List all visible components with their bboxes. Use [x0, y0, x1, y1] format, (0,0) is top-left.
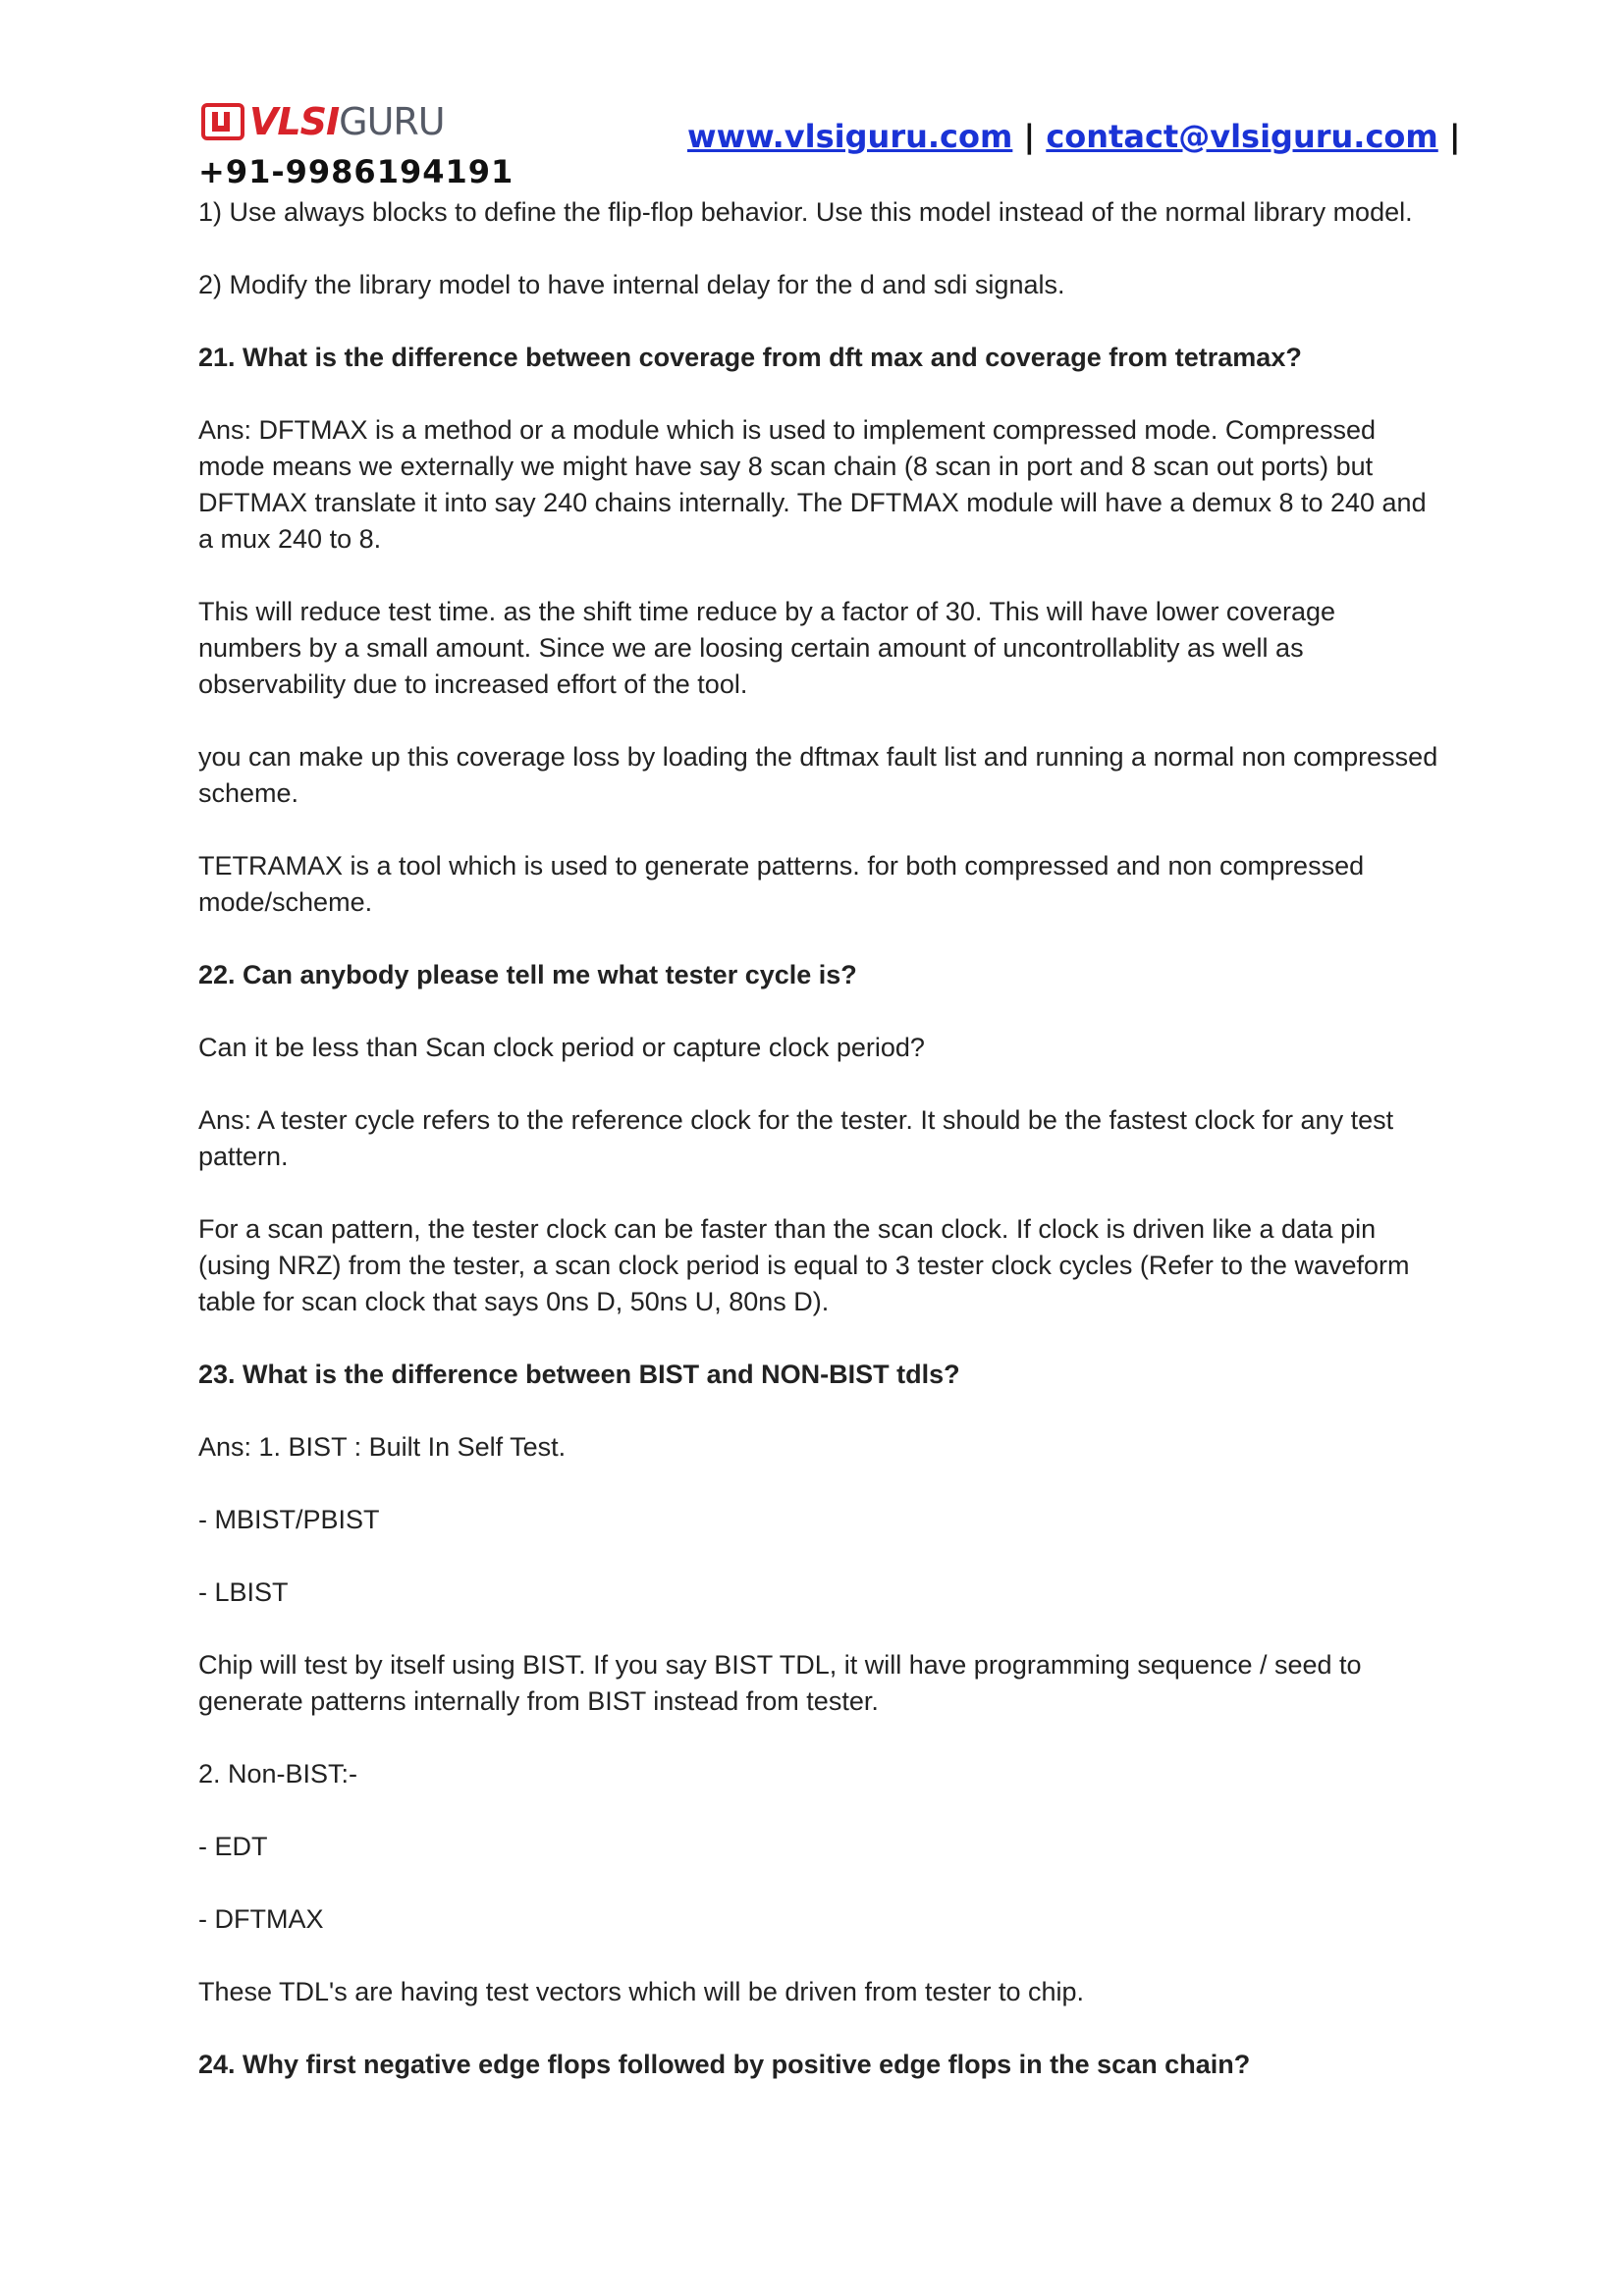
paragraph: These TDL's are having test vectors which will be driven from tester to chip. — [198, 1977, 1085, 2006]
list-item: - LBIST — [198, 1577, 289, 1607]
paragraph: Can it be less than Scan clock period or capture clock period? — [198, 1033, 925, 1062]
contact-line — [687, 118, 1461, 155]
paragraph: 1) Use always blocks to define the flip-flop behavior. Use this model instead of the normal library model. — [198, 197, 1413, 227]
paragraph: Chip will test by itself using BIST. If you say BIST TDL, it will have programming sequence / seed to generate patterns internally from BIST instead from tester. — [198, 1650, 1362, 1716]
paragraph: 2. Non-BIST:- — [198, 1759, 358, 1789]
page-header — [0, 0, 1623, 196]
paragraph: you can make up this coverage loss by loading the dftmax fault list and running a normal non compressed scheme. — [198, 742, 1438, 808]
logo-guru: GURU — [339, 100, 445, 143]
question-heading: 22. Can anybody please tell me what tester cycle is? — [198, 960, 857, 989]
question-heading: 23. What is the difference between BIST and NON-BIST tdls? — [198, 1360, 960, 1389]
paragraph: Ans: 1. BIST : Built In Self Test. — [198, 1432, 567, 1462]
separator: | — [1437, 118, 1461, 155]
list-item: - EDT — [198, 1832, 268, 1861]
paragraph: Ans: DFTMAX is a method or a module which is used to implement compressed mode. Compressed mode means we externally we might have say 8 scan chain (8 scan in port and 8 scan out ports) but DFTMAX translate it into say 240 chains internally. The DFTMAX module will have a demux 8 to 240 and a mux 240 to 8. — [198, 415, 1427, 554]
question-heading: 24. Why first negative edge flops followed by positive edge flops in the scan chain? — [198, 2050, 1251, 2079]
list-item: - MBIST/PBIST — [198, 1505, 380, 1534]
paragraph: TETRAMAX is a tool which is used to generate patterns. for both compressed and non compressed mode/scheme. — [198, 851, 1365, 917]
document-body — [198, 194, 1445, 2119]
phone-number: +91-9986194191 — [198, 153, 514, 190]
logo-wordmark — [249, 102, 445, 141]
paragraph: 2) Modify the library model to have internal delay for the d and sdi signals. — [198, 270, 1065, 299]
logo-si: SI — [299, 100, 340, 143]
email-link[interactable]: contact@vlsiguru.com — [1046, 118, 1438, 155]
logo-vl: VL — [249, 100, 300, 143]
vlsiguru-logo — [200, 102, 445, 141]
website-link[interactable]: www.vlsiguru.com — [687, 118, 1013, 155]
paragraph: For a scan pattern, the tester clock can be faster than the scan clock. If clock is driven like a data pin (using NRZ) from the tester, a scan clock period is equal to 3 tester clock cycles (Refer to the waveform table for scan clock that says 0ns D, 50ns U, 80ns D). — [198, 1214, 1410, 1316]
separator: | — [1012, 118, 1047, 155]
list-item: - DFTMAX — [198, 1904, 324, 1934]
vlsiguru-logo-icon — [200, 102, 245, 141]
question-heading: 21. What is the difference between coverage from dft max and coverage from tetramax? — [198, 343, 1302, 372]
paragraph: This will reduce test time. as the shift time reduce by a factor of 30. This will have lower coverage numbers by a small amount. Since we are loosing certain amount of uncontrollablity as well as observability due to increased effort of the tool. — [198, 597, 1336, 699]
paragraph: Ans: A tester cycle refers to the reference clock for the tester. It should be the fastest clock for any test pattern. — [198, 1105, 1394, 1171]
